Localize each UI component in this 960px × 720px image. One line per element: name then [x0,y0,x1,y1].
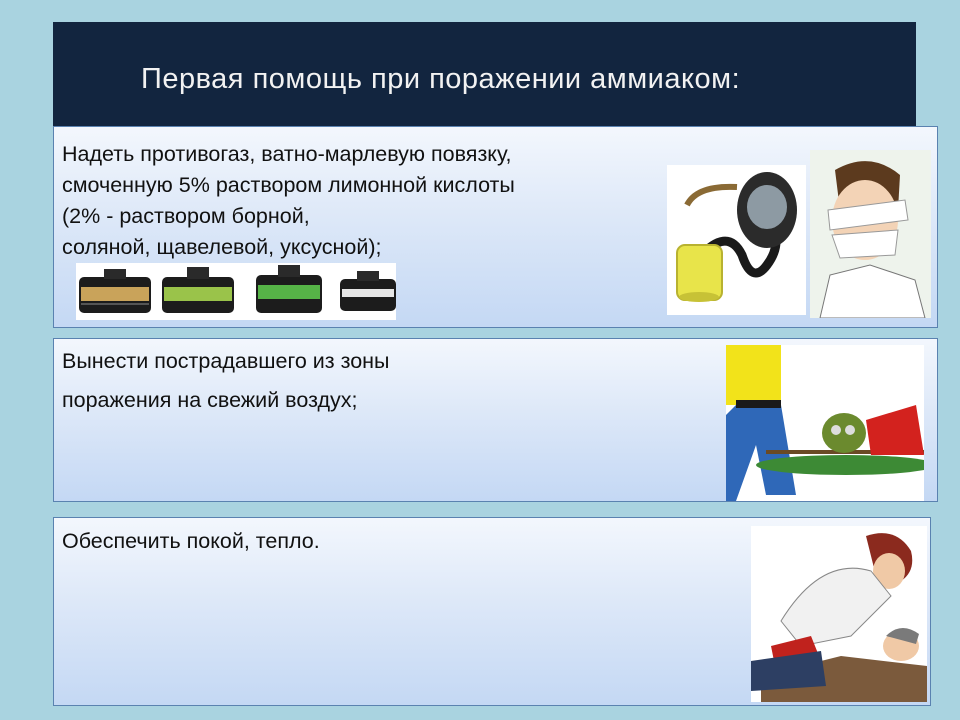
filter-canister-icon [340,271,396,311]
step-2-line-2: поражения на свежий воздух; [62,388,358,412]
step-1-line-2: смоченную 5% раствором лимонной кислоты [62,173,515,197]
step-1-line-4: соляной, щавелевой, уксусной); [62,235,382,259]
step-1-line-3: (2% - раствором борной, [62,204,310,228]
title-bar [53,22,916,128]
gas-mask-image [667,165,806,315]
evacuation-image [726,345,924,501]
filter-canister-icon [79,269,151,313]
step-2-line-1: Вынести пострадавшего из зоны [62,349,390,373]
patient-care-icon [751,526,927,702]
slide-title: Первая помощь при поражении аммиаком: [141,63,741,95]
step-card-evacuation [53,338,938,502]
patient-care-image [751,526,927,702]
filter-canister-icon [256,265,322,313]
step-1-line-1: Надеть противогаз, ватно-марлевую повязку, [62,142,512,166]
gas-mask-icon [667,165,806,315]
stretcher-evacuation-icon [726,345,924,501]
gauze-bandage-image [810,150,931,318]
filter-canister-icon [162,267,234,313]
step-3-line-1: Обеспечить покой, тепло. [62,529,320,553]
step-card-rest [53,517,931,706]
filter-canisters-image [76,263,396,320]
step-card-protection [53,126,938,328]
gauze-bandage-icon [810,150,931,318]
